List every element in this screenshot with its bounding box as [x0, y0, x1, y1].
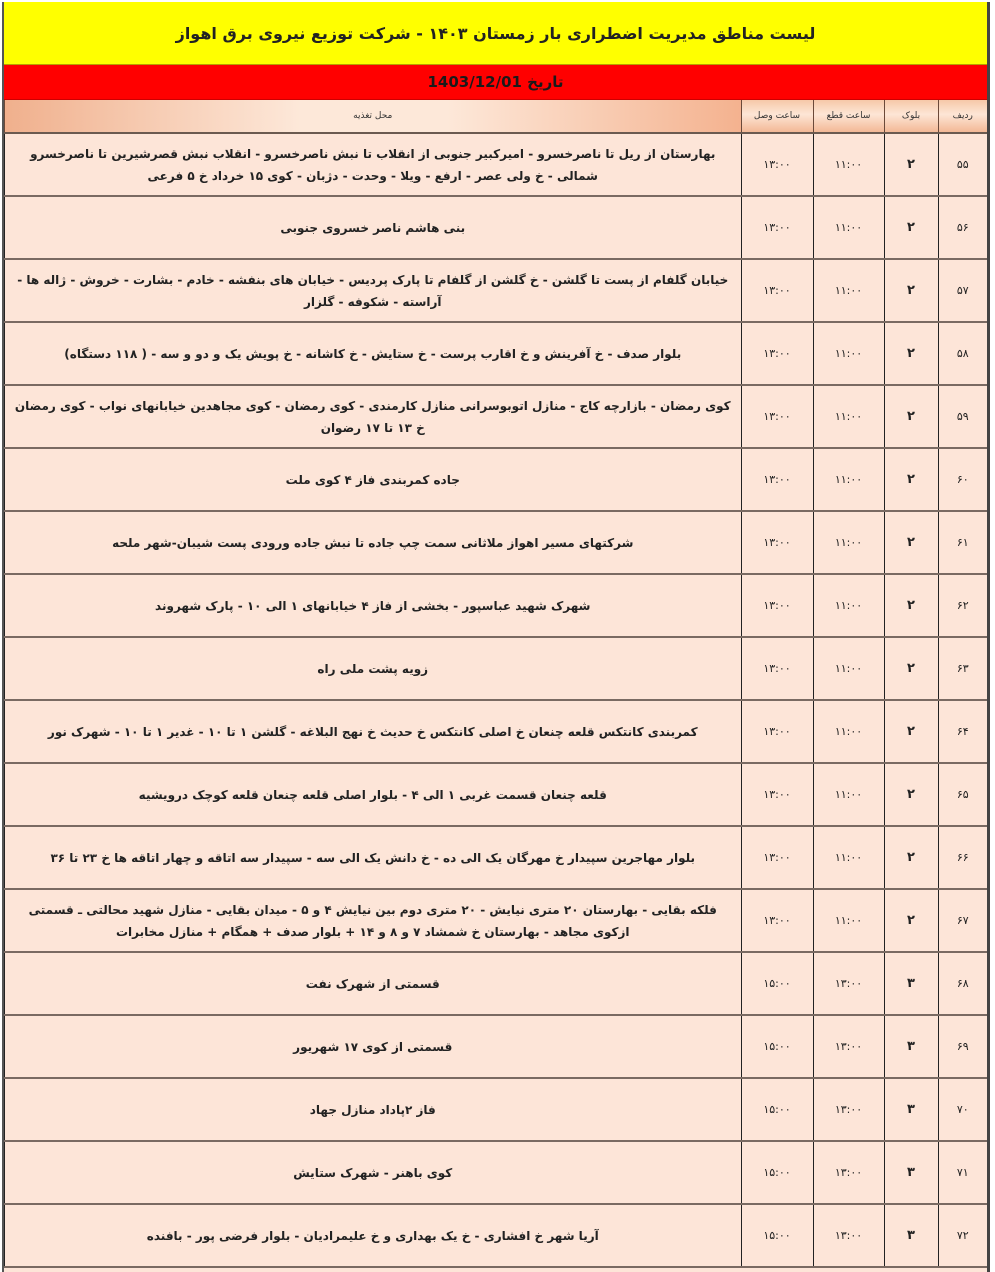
block-cell: ۲	[884, 889, 938, 952]
connect-time-cell: ۱۳:۰۰	[741, 637, 813, 700]
cut-time-cell: ۱۱:۰۰	[813, 259, 884, 322]
table-header-row	[5, 100, 988, 133]
table-row	[5, 826, 988, 889]
connect-time-cell: ۱۳:۰۰	[741, 196, 813, 259]
outage-table	[4, 100, 987, 1268]
connect-time-cell: ۱۵:۰۰	[741, 1204, 813, 1267]
table-row	[5, 1141, 988, 1204]
location-cell: قسمتی از کوی ۱۷ شهریور	[5, 1015, 742, 1078]
connect-time-cell: ۱۳:۰۰	[741, 700, 813, 763]
cut-time-cell: ۱۱:۰۰	[813, 511, 884, 574]
date-label: تاریخ 1403/12/01	[427, 73, 564, 91]
connect-time-cell: ۱۳:۰۰	[741, 511, 813, 574]
table-row	[5, 511, 988, 574]
table-row	[5, 1015, 988, 1078]
block-cell: ۳	[884, 1141, 938, 1204]
location-cell: جاده کمربندی فاز ۴ کوی ملت	[5, 448, 742, 511]
table-row	[5, 700, 988, 763]
row-number-cell: ۶۸	[938, 952, 987, 1015]
connect-time-cell: ۱۳:۰۰	[741, 826, 813, 889]
location-cell: قسمتی از شهرک نفت	[5, 952, 742, 1015]
table-row	[5, 322, 988, 385]
table-row	[5, 763, 988, 826]
block-cell: ۲	[884, 574, 938, 637]
cut-time-cell: ۱۱:۰۰	[813, 196, 884, 259]
connect-time-cell: ۱۳:۰۰	[741, 574, 813, 637]
column-header-block: بلوک	[884, 100, 938, 133]
block-cell: ۳	[884, 1204, 938, 1267]
column-header-radif: ردیف	[938, 100, 987, 133]
cut-time-cell: ۱۱:۰۰	[813, 637, 884, 700]
schedule-sheet	[2, 2, 990, 1272]
table-row	[5, 448, 988, 511]
row-number-cell: ۶۵	[938, 763, 987, 826]
table-row	[5, 1204, 988, 1267]
cut-time-cell: ۱۱:۰۰	[813, 385, 884, 448]
block-cell: ۲	[884, 322, 938, 385]
connect-time-cell: ۱۳:۰۰	[741, 322, 813, 385]
column-header-cut-time: ساعت قطع	[813, 100, 884, 133]
cut-time-cell: ۱۳:۰۰	[813, 1078, 884, 1141]
cut-time-cell: ۱۱:۰۰	[813, 574, 884, 637]
cut-time-cell: ۱۳:۰۰	[813, 1015, 884, 1078]
row-number-cell: ۶۴	[938, 700, 987, 763]
location-cell: فاز ۲پاداد منازل جهاد	[5, 1078, 742, 1141]
row-number-cell: ۵۶	[938, 196, 987, 259]
cut-time-cell: ۱۱:۰۰	[813, 763, 884, 826]
location-cell: بهارستان از ریل تا ناصرخسرو - امیرکبیر جنوبی از انقلاب تا نبش ناصرخسرو - انقلاب نبش قصرشیرین تا ناصرخسرو شمالی - خ ولی عصر - ارفع - ویلا - وحدت - دژبان - کوی ۱۵ خرداد خ ۵ فرعی	[5, 133, 742, 196]
location-cell: زویه پشت ملی راه	[5, 637, 742, 700]
block-cell: ۲	[884, 700, 938, 763]
location-cell: آریا شهر خ افشاری - خ یک بهداری و خ علیمرادیان - بلوار فرضی پور - بافنده	[5, 1204, 742, 1267]
row-number-cell: ۶۹	[938, 1015, 987, 1078]
column-header-location: محل تغذیه	[5, 100, 742, 133]
table-row	[5, 196, 988, 259]
block-cell: ۲	[884, 763, 938, 826]
table-row	[5, 637, 988, 700]
block-cell: ۳	[884, 1015, 938, 1078]
location-cell: کوی رمضان - بازارچه کاج - منازل اتوبوسرانی منازل کارمندی - کوی رمضان - کوی مجاهدین خیابانهای نواب - کوی رمضان خ ۱۳ تا ۱۷ رضوان	[5, 385, 742, 448]
table-row	[5, 133, 988, 196]
table-row	[5, 259, 988, 322]
block-cell: ۲	[884, 259, 938, 322]
row-number-cell: ۵۸	[938, 322, 987, 385]
connect-time-cell: ۱۵:۰۰	[741, 1015, 813, 1078]
location-cell: کوی باهنر - شهرک ستایش	[5, 1141, 742, 1204]
block-cell: ۲	[884, 826, 938, 889]
connect-time-cell: ۱۵:۰۰	[741, 1141, 813, 1204]
connect-time-cell: ۱۳:۰۰	[741, 763, 813, 826]
location-cell: بنی هاشم ناصر خسروی جنوبی	[5, 196, 742, 259]
cut-time-cell: ۱۳:۰۰	[813, 952, 884, 1015]
connect-time-cell: ۱۵:۰۰	[741, 952, 813, 1015]
location-cell: فلکه بقایی - بهارستان ۲۰ متری نیایش - ۲۰ متری دوم بین نیایش ۴ و ۵ - میدان بقایی - منازل شهید محالتی ـ قسمتی ازکوی مجاهد - بهارستان خ شمشاد ۷ و ۸ و ۱۴ + بلوار صدف + همگام + منازل مخابرات	[5, 889, 742, 952]
table-body	[5, 133, 988, 1267]
connect-time-cell: ۱۵:۰۰	[741, 1078, 813, 1141]
location-cell: قلعه چنعان قسمت غربی ۱ الی ۴ - بلوار اصلی قلعه چنعان قلعه کوچک درویشیه	[5, 763, 742, 826]
cut-time-cell: ۱۱:۰۰	[813, 322, 884, 385]
block-cell: ۳	[884, 952, 938, 1015]
block-cell: ۲	[884, 133, 938, 196]
block-cell: ۲	[884, 448, 938, 511]
connect-time-cell: ۱۳:۰۰	[741, 385, 813, 448]
cut-time-cell: ۱۱:۰۰	[813, 889, 884, 952]
row-number-cell: ۷۱	[938, 1141, 987, 1204]
cut-time-cell: ۱۳:۰۰	[813, 1141, 884, 1204]
cut-time-cell: ۱۱:۰۰	[813, 448, 884, 511]
row-number-cell: ۶۱	[938, 511, 987, 574]
connect-time-cell: ۱۳:۰۰	[741, 259, 813, 322]
location-cell: بلوار مهاجرین سپیدار خ مهرگان یک الی ده - خ دانش یک الی سه - سپیدار سه اتاقه و چهار اتاقه ها خ ۲۳ تا ۳۶	[5, 826, 742, 889]
table-row	[5, 889, 988, 952]
cut-time-cell: ۱۱:۰۰	[813, 700, 884, 763]
row-number-cell: ۶۶	[938, 826, 987, 889]
row-number-cell: ۶۷	[938, 889, 987, 952]
table-row	[5, 574, 988, 637]
row-number-cell: ۷۲	[938, 1204, 987, 1267]
block-cell: ۲	[884, 637, 938, 700]
connect-time-cell: ۱۳:۰۰	[741, 448, 813, 511]
table-row	[5, 385, 988, 448]
block-cell: ۲	[884, 511, 938, 574]
table-row	[5, 952, 988, 1015]
cut-time-cell: ۱۱:۰۰	[813, 826, 884, 889]
cut-time-cell: ۱۳:۰۰	[813, 1204, 884, 1267]
title-banner	[4, 2, 987, 65]
column-header-connect-time: ساعت وصل	[741, 100, 813, 133]
connect-time-cell: ۱۳:۰۰	[741, 133, 813, 196]
location-cell: شهرک شهید عباسپور - بخشی از فاز ۴ خیابانهای ۱ الی ۱۰ - پارک شهروند	[5, 574, 742, 637]
connect-time-cell: ۱۳:۰۰	[741, 889, 813, 952]
row-number-cell: ۵۷	[938, 259, 987, 322]
row-number-cell: ۶۰	[938, 448, 987, 511]
block-cell: ۲	[884, 385, 938, 448]
block-cell: ۳	[884, 1078, 938, 1141]
page-title: لیست مناطق مدیریت اضطراری بار زمستان ۱۴۰۳ - شرکت توزیع نیروی برق اهواز	[175, 23, 816, 43]
table-row	[5, 1078, 988, 1141]
cut-time-cell: ۱۱:۰۰	[813, 133, 884, 196]
row-number-cell: ۵۹	[938, 385, 987, 448]
row-number-cell: ۷۰	[938, 1078, 987, 1141]
row-number-cell: ۶۲	[938, 574, 987, 637]
row-number-cell: ۶۳	[938, 637, 987, 700]
block-cell: ۲	[884, 196, 938, 259]
location-cell: بلوار صدف - خ آفرینش و خ اقارب پرست - خ ستایش - خ کاشانه - خ پویش یک و دو و سه - ( ۱۱۸ دستگاه)	[5, 322, 742, 385]
location-cell: کمربندی کانتکس قلعه چنعان خ اصلی کانتکس خ حدیث خ نهج البلاغه - گلشن ۱ تا ۱۰ - غدیر ۱ تا ۱۰ - شهرک نور	[5, 700, 742, 763]
location-cell: خیابان گلفام از پست تا گلشن - خ گلشن از گلفام تا پارک پردیس - خیابان های بنفشه - خادم - بشارت - خروش - ژاله ها - آراسته - شکوفه - گلزار	[5, 259, 742, 322]
row-number-cell: ۵۵	[938, 133, 987, 196]
date-banner	[4, 65, 987, 100]
location-cell: شرکتهای مسیر اهواز ملاثانی سمت چپ جاده تا نبش جاده ورودی پست شیبان-شهر ملحه	[5, 511, 742, 574]
